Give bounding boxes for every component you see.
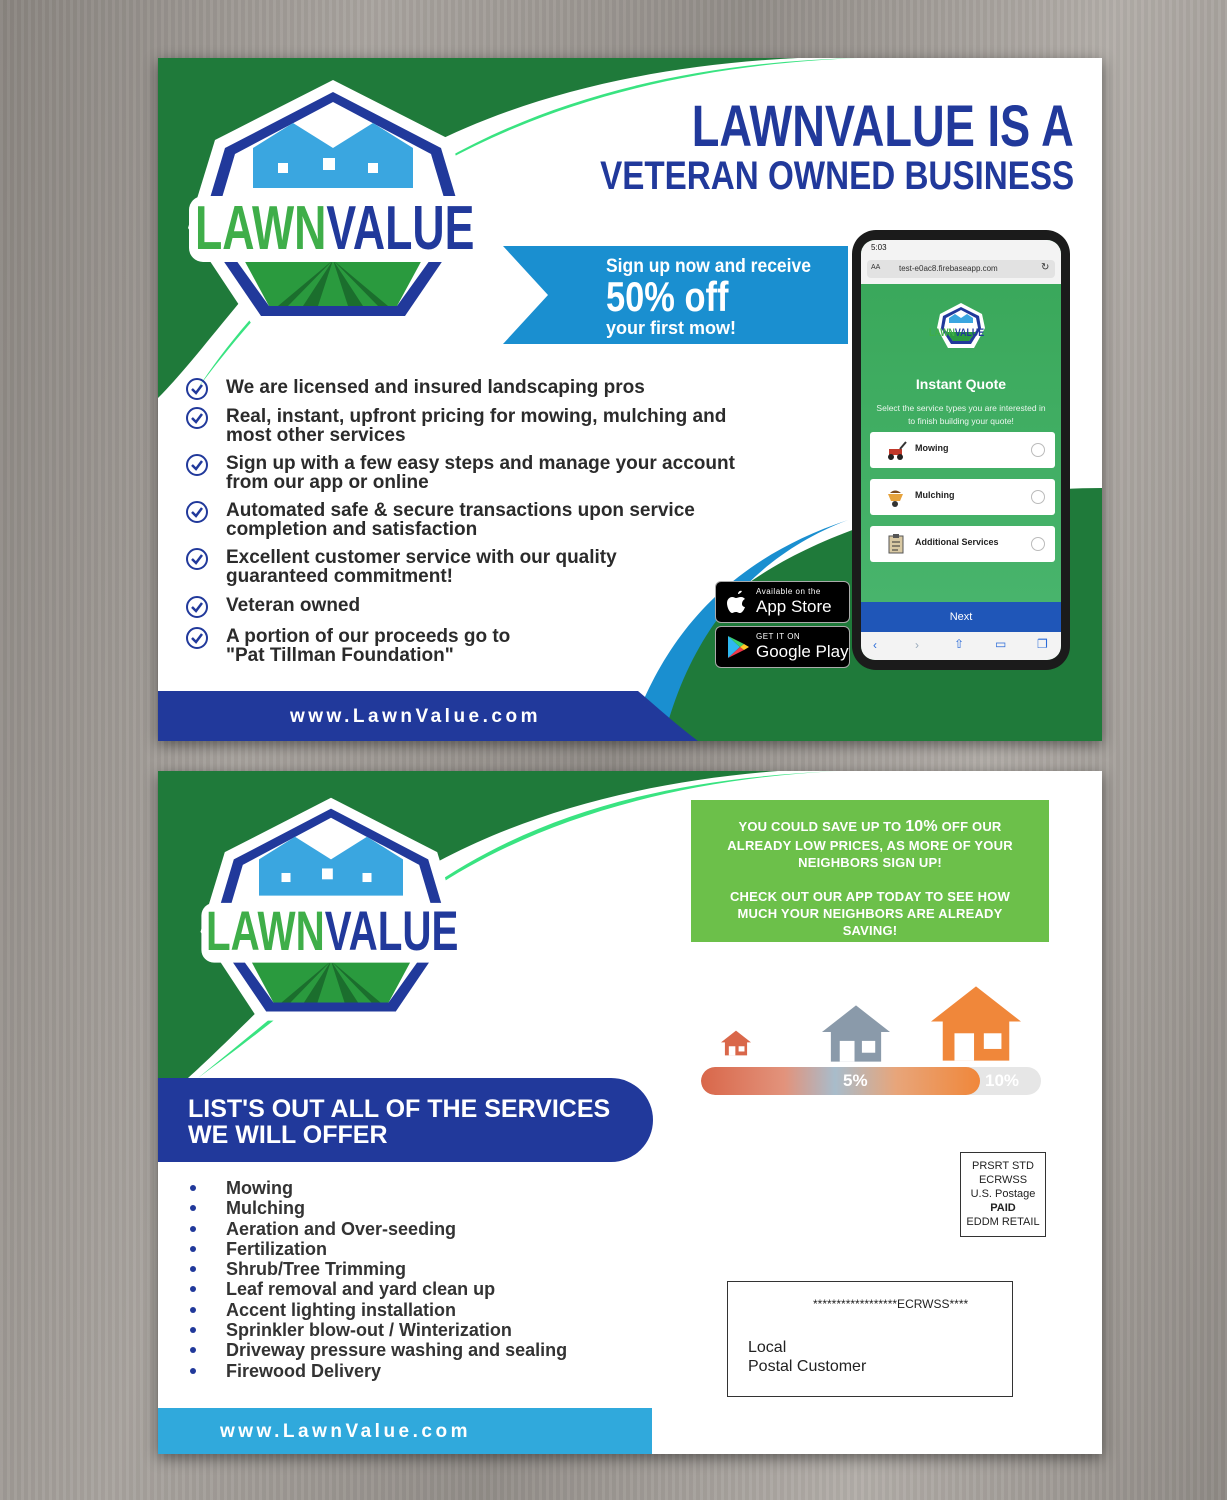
clipboard-icon (885, 533, 907, 555)
list-item: Accent lighting installation (188, 1300, 567, 1320)
url-text: test-e0ac8.firebaseapp.com (899, 264, 998, 273)
promo-line: NEIGHBORS SIGN UP! (798, 855, 942, 870)
service-radio[interactable] (1031, 537, 1045, 551)
promo-text: OFF OUR (937, 819, 1002, 834)
headline-line2: VETERAN OWNED BUSINESS (599, 154, 1074, 198)
service-option-mulching[interactable] (870, 479, 1055, 515)
service-radio[interactable] (1031, 490, 1045, 504)
checklist-text: Sign up with a few easy steps and manage your account (226, 453, 735, 474)
google-play-icon (725, 634, 751, 660)
app-store-big-text: App Store (756, 597, 832, 616)
address-code: ******************ECRWSS**** (813, 1297, 969, 1311)
checklist-item (186, 501, 746, 539)
app-logo-value: VALUE (954, 327, 985, 339)
bookmarks-icon[interactable]: ▭ (995, 637, 1007, 651)
list-item: Aeration and Over-seeding (188, 1219, 567, 1239)
logo-lawn-text: LAWN (206, 899, 325, 962)
checklist-item (186, 407, 746, 445)
promo-line: CHECK OUT OUR APP TODAY TO SEE HOW (729, 889, 1011, 904)
phone-screen (861, 240, 1061, 660)
promo-line: MUCH YOUR NEIGHBORS ARE ALREADY (737, 906, 1003, 921)
lawnvalue-logo (196, 796, 466, 1036)
app-store-small-text: Available on the (756, 587, 821, 596)
list-item: Driveway pressure washing and sealing (188, 1340, 567, 1360)
app-logo-lawn: LAWN (929, 327, 955, 339)
google-play-small-text: GET IT ON (756, 632, 801, 641)
checklist-text: most other services (226, 425, 406, 446)
google-play-big-text: Google Play (756, 642, 849, 661)
checklist-text: Veteran owned (226, 595, 361, 616)
back-website-link[interactable]: www.LawnValue.com (220, 1421, 471, 1442)
checklist-text: Real, instant, upfront pricing for mowing, mulching and (226, 406, 727, 427)
google-play-badge[interactable] (715, 626, 850, 668)
forward-icon[interactable]: › (915, 638, 919, 652)
status-time: 5:03 (871, 243, 887, 252)
large-house-icon (931, 985, 1021, 1062)
headline-line1: LAWNVALUE IS A (691, 94, 1074, 159)
postage-indicia (960, 1152, 1046, 1237)
checklist-item (186, 378, 746, 397)
checklist-text: "Pat Tillman Foundation" (226, 645, 454, 666)
text-size-button[interactable]: AA (871, 264, 881, 271)
service-label: Additional Services (915, 537, 999, 547)
check-circle-icon (186, 548, 208, 570)
promo-text: YOU COULD SAVE UP TO (738, 819, 906, 834)
front-website-link[interactable]: www.LawnValue.com (290, 706, 541, 727)
savings-promo-box (691, 800, 1049, 942)
checklist-text: guaranteed commitment! (226, 566, 453, 587)
logo-lawn-text: LAWN (195, 194, 327, 263)
app-store-badge[interactable] (715, 581, 850, 623)
checklist-item (186, 548, 746, 586)
address-line2: Postal Customer (748, 1358, 867, 1375)
subtitle-line: Select the service types you are interested in (876, 403, 1046, 413)
benefits-checklist (186, 378, 746, 673)
promo-line (691, 818, 1049, 835)
list-item: Mowing (188, 1178, 567, 1198)
address-line1: Local (748, 1339, 787, 1356)
mailing-address-block (727, 1281, 1013, 1397)
apple-icon (726, 589, 750, 615)
postcard-front (158, 58, 1102, 741)
service-label: Mulching (915, 490, 955, 500)
postage-line: PAID (990, 1202, 1016, 1214)
logo-value-text: VALUE (326, 194, 475, 263)
checklist-item (186, 454, 746, 492)
savings-mid-label: 5% (843, 1071, 868, 1090)
list-item: Shrub/Tree Trimming (188, 1259, 567, 1279)
list-item: Firewood Delivery (188, 1361, 567, 1381)
savings-progress-fill (701, 1067, 980, 1095)
savings-end-label: 10% (985, 1071, 1020, 1090)
checklist-text: A portion of our proceeds go to (226, 626, 511, 647)
list-item: Leaf removal and yard clean up (188, 1279, 567, 1299)
browser-bar (861, 240, 1061, 284)
checklist-text: Automated safe & secure transactions upon service (226, 500, 695, 521)
list-item: Sprinkler blow-out / Winterization (188, 1320, 567, 1340)
phone-mockup (852, 230, 1070, 670)
browser-toolbar (861, 632, 1061, 660)
medium-house-icon (822, 1005, 890, 1062)
promo-highlight: 10% (905, 818, 938, 835)
small-house-icon (721, 1024, 751, 1062)
lawnmower-icon (885, 439, 907, 461)
share-icon[interactable]: ⇧ (954, 637, 965, 651)
postage-line: ECRWSS (978, 1174, 1028, 1186)
checklist-text: from our app or online (226, 472, 429, 493)
address-bar[interactable] (867, 260, 1055, 278)
check-circle-icon (186, 407, 208, 429)
checklist-text: completion and satisfaction (226, 519, 478, 540)
next-button[interactable]: Next (861, 602, 1061, 632)
tabs-icon[interactable]: ❐ (1037, 637, 1048, 651)
service-option-mowing[interactable] (870, 432, 1055, 468)
checklist-text: We are licensed and insured landscaping pros (226, 377, 645, 398)
list-item: Mulching (188, 1198, 567, 1218)
banner-discount: 50% off (606, 273, 729, 320)
promo-line: SAVING! (842, 923, 898, 938)
services-heading-line1: LIST'S OUT ALL OF THE SERVICES (188, 1095, 611, 1123)
lawnvalue-logo (183, 78, 483, 343)
check-circle-icon (186, 627, 208, 649)
service-option-additional[interactable] (870, 526, 1055, 562)
services-heading (158, 1078, 653, 1162)
app-logo-icon (936, 302, 986, 350)
check-circle-icon (186, 378, 208, 400)
check-circle-icon (186, 454, 208, 476)
checklist-item (186, 596, 746, 615)
discount-banner (503, 246, 848, 344)
banner-line3: your first mow! (606, 318, 737, 338)
list-item: Fertilization (188, 1239, 567, 1259)
logo-value-text: VALUE (324, 899, 459, 962)
postage-line: PRSRT STD (972, 1160, 1034, 1172)
wheelbarrow-icon (885, 486, 907, 508)
subtitle-line: to finish building your quote! (908, 416, 1014, 426)
reload-icon[interactable]: ↻ (1041, 262, 1050, 273)
promo-line: ALREADY LOW PRICES, AS MORE OF YOUR (727, 838, 1013, 853)
instant-quote-title: Instant Quote (915, 376, 1007, 392)
check-circle-icon (186, 596, 208, 618)
savings-progress-bar (701, 1067, 1041, 1095)
services-heading-line2: WE WILL OFFER (188, 1121, 388, 1149)
postcard-back (158, 771, 1102, 1454)
postage-line: U.S. Postage (970, 1188, 1036, 1200)
banner-line1: Sign up now and receive (606, 256, 811, 277)
service-label: Mowing (915, 443, 949, 453)
back-icon[interactable]: ‹ (873, 638, 877, 652)
instant-quote-subtitle (861, 402, 1061, 428)
check-circle-icon (186, 501, 208, 523)
checklist-item (186, 627, 746, 665)
checklist-text: Excellent customer service with our quality (226, 547, 617, 568)
service-radio[interactable] (1031, 443, 1045, 457)
services-list (188, 1178, 567, 1381)
postage-line: EDDM RETAIL (966, 1216, 1040, 1228)
